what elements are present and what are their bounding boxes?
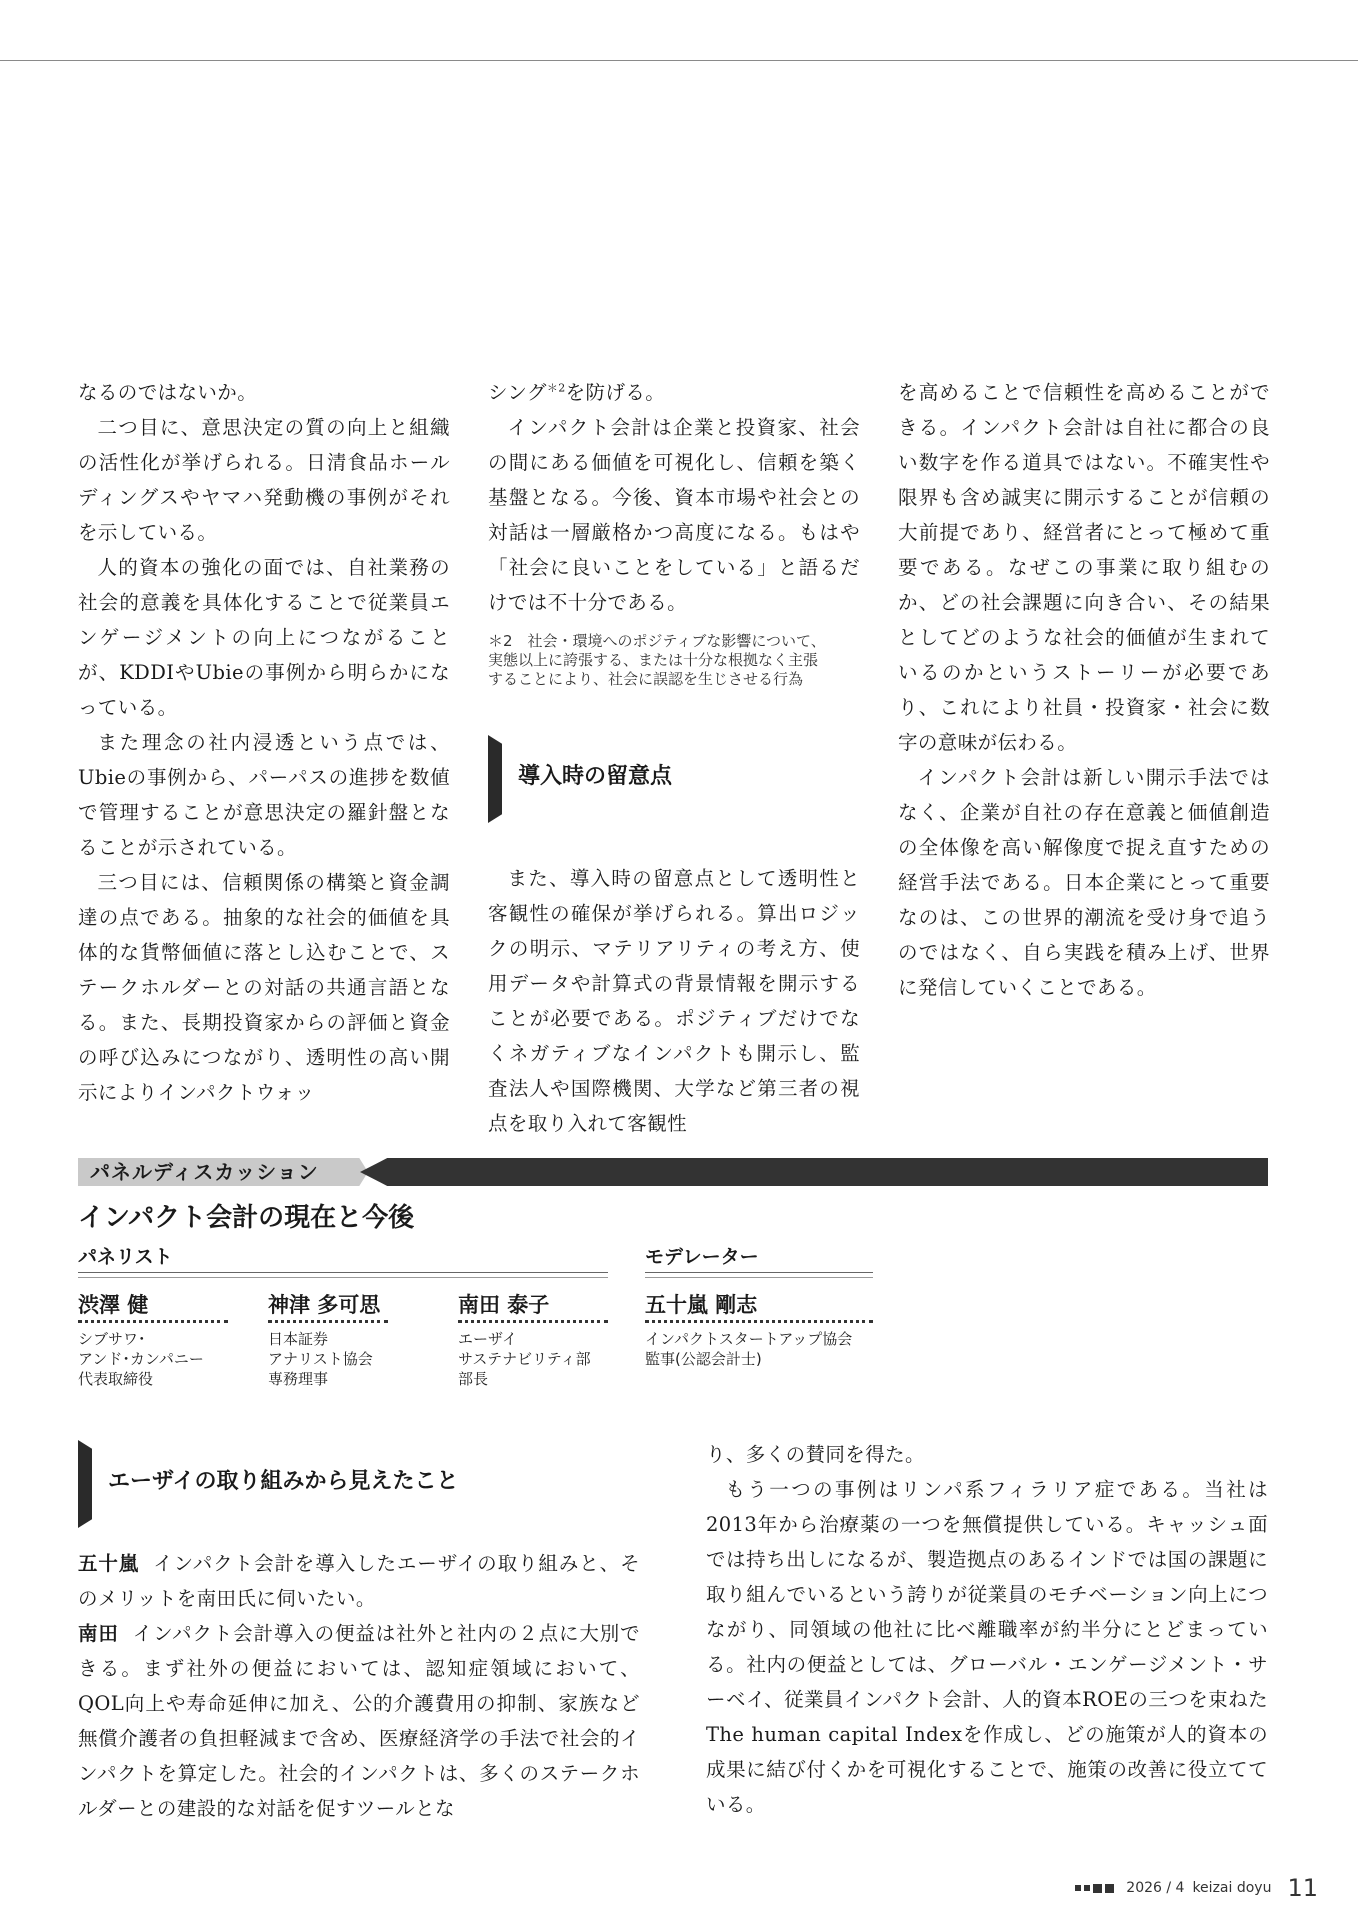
dotted-rule [458, 1320, 608, 1323]
paragraph: また理念の社内浸透という点では、Ubieの事例から、パーパスの進捗を数値で管理することが意思決定の羅針盤となることが示されている。 [78, 731, 450, 859]
page-footer [1075, 1876, 1318, 1900]
dotted-rule [78, 1320, 228, 1323]
page-number: 11 [1287, 1874, 1318, 1902]
person-name: 神津 多可思 [268, 1293, 381, 1317]
aff-line: サステナビリティ部 [458, 1350, 591, 1368]
aff-line: アナリスト協会 [268, 1350, 373, 1368]
heading-bar [78, 1440, 92, 1528]
panel-discussion-band [78, 1158, 1268, 1186]
speaker-name: 南田 [78, 1622, 119, 1645]
footer-square-icon [1075, 1885, 1081, 1891]
paragraph: 人的資本の強化の面では、自社業務の社会的意義を具体化することで従業員エンゲージメントの向上につながることが、KDDIやUbieの事例から明らかになっている。 [78, 556, 450, 719]
band-dark-bar [360, 1158, 1268, 1186]
aff-line: 日本証券 [268, 1330, 329, 1348]
footnote-line: 実態以上に誇張する、または十分な根拠なく主張 [488, 651, 819, 669]
aff-line: エーザイ [458, 1330, 517, 1348]
footnote [488, 632, 860, 689]
person-name: 五十嵐 剛志 [645, 1293, 758, 1317]
discussion-column-right [706, 1437, 1268, 1822]
speech-text: インパクト会計を導入したエーザイの取り組みと、そのメリットを南田氏に伺いたい。 [78, 1552, 640, 1610]
person-affiliation [645, 1329, 873, 1369]
panelist-card [268, 1290, 388, 1389]
panelist-card [458, 1290, 608, 1389]
moderator-label: モデレーター [645, 1246, 759, 1268]
panel-band-label: パネルディスカッション [90, 1160, 319, 1184]
dotted-rule [645, 1320, 873, 1323]
aff-line: シブサワ･ [78, 1330, 146, 1348]
magazine-name: keizai doyu [1192, 1880, 1272, 1896]
footnote-line: ＊2 社会・環境へのポジティブな影響について、 [488, 632, 826, 650]
person-affiliation [268, 1329, 388, 1389]
speech [78, 1616, 640, 1826]
panelists-label: パネリスト [78, 1246, 173, 1268]
speaker-name: 五十嵐 [78, 1552, 140, 1575]
footnote-ref: ＊2 [546, 381, 566, 395]
person-affiliation [78, 1329, 228, 1389]
discussion-column-left [78, 1440, 640, 1826]
moderator-rule [645, 1272, 873, 1278]
person-name: 渋澤 健 [78, 1293, 149, 1317]
section-heading-text: エーザイの取り組みから見えたこと [108, 1469, 459, 1494]
paragraph: 二つ目に、意思決定の質の向上と組織の活性化が挙げられる。日清食品ホールディングスやヤマハ発動機の事例がそれを示している。 [78, 416, 450, 544]
aff-line: 監事(公認会計士) [645, 1350, 762, 1368]
article-column-3 [898, 375, 1270, 1005]
aff-line: 専務理事 [268, 1370, 329, 1388]
text: シング [488, 381, 547, 404]
paragraph: また、導入時の留意点として透明性と客観性の確保が挙げられる。算出ロジックの明示、マテリアリティの考え方、使用データや計算式の背景情報を開示することが必要である。ポジティブだけでなくネガティブなインパクトも開示し、監査法人や国際機関、大学など第三者の視点を取り入れて客観性 [488, 867, 860, 1135]
dotted-rule [268, 1320, 388, 1323]
speech [78, 1546, 640, 1616]
paragraph: インパクト会計は企業と投資家、社会の間にある価値を可視化し、信頼を築く基盤となる。今後、資本市場や社会との対話は一層厳格かつ高度になる。もはや「社会に良いことをしている」と語るだけでは不十分である。 [488, 416, 860, 614]
panelists-rule [78, 1272, 608, 1278]
moderator-header [645, 1242, 873, 1278]
paragraph [488, 375, 860, 410]
paragraph: インパクト会計は新しい開示手法ではなく、企業が自社の存在意義と価値創造の全体像を高い解像度で捉え直すための経営手法である。日本企業にとって重要なのは、この世界的潮流を受け身で追うのではなく、自ら実践を積み上げ、世界に発信していくことである。 [898, 766, 1270, 999]
aff-line: アンド･カンパニー [78, 1350, 204, 1368]
moderator-card [645, 1290, 873, 1369]
paragraph: を高めることで信頼性を高めることができる。インパクト会計は自社に都合の良い数字を作る道具ではない。不確実性や限界も含め誠実に開示することが信頼の大前提であり、経営者にとって極めて重要である。なぜこの事業に取り組むのか、どの社会課題に向き合い、その結果としてどのような社会的価値が生まれているのかというストーリーが必要であり、これにより社員・投資家・社会に数字の意味が伝わる。 [898, 381, 1270, 754]
speech-text: インパクト会計導入の便益は社外と社内の２点に大別できる。まず社外の便益においては、認知症領域において、QOL向上や寿命延伸に加え、公的介護費用の抑制、家族など無償介護者の負担軽減まで含め、医療経済学の手法で社会的インパクトを算定した。社会的インパクトは、多くのステークホルダーとの建設的な対話を促すツールとな [78, 1622, 640, 1820]
article-column-1 [78, 375, 450, 1110]
aff-line: インパクトスタートアップ協会 [645, 1330, 853, 1348]
footnote-line: することにより、社会に誤認を生じさせる行為 [488, 670, 804, 688]
panelists-header [78, 1242, 608, 1278]
aff-line: 代表取締役 [78, 1370, 154, 1388]
section-heading [488, 735, 860, 823]
footer-square-icon [1084, 1885, 1090, 1891]
panel-title: インパクト会計の現在と今後 [78, 1203, 415, 1233]
paragraph: なるのではないか。 [78, 381, 258, 404]
paragraph: もう一つの事例はリンパ系フィラリア症である。当社は2013年から治療薬の一つを無償提供している。キャッシュ面では持ち出しになるが、製造拠点のあるインドでは国の課題に取り組んでいるという誇りが従業員のモチベーション向上につながり、同領域の他社に比べ離職率が約半分にとどまっている。社内の便益としては、グローバル・エンゲージメント・サーベイ、従業員インパクト会計、人的資本ROEの三つを束ねたThe human capital Indexを作成し、どの施策が人的資本の成果に結び付くかを可視化することで、施策の改善に役立てている。 [706, 1478, 1268, 1816]
heading-bar [488, 735, 502, 823]
section-heading-text: 導入時の留意点 [518, 764, 673, 789]
footer-square-icon [1105, 1884, 1114, 1893]
paragraph: り、多くの賛同を得た。 [706, 1443, 925, 1466]
section-heading [78, 1440, 640, 1528]
aff-line: 部長 [458, 1370, 489, 1388]
person-affiliation [458, 1329, 608, 1389]
article-column-2 [488, 375, 860, 1141]
footer-square-icon [1093, 1884, 1102, 1893]
issue-date: 2026 / 4 [1126, 1880, 1185, 1896]
text: を防げる。 [565, 381, 666, 404]
panelist-card [78, 1290, 228, 1389]
top-rule [0, 60, 1358, 61]
paragraph: 三つ目には、信頼関係の構築と資金調達の点である。抽象的な社会的価値を具体的な貨幣価値に落とし込むことで、ステークホルダーとの対話の共通言語となる。また、長期投資家からの評価と資金の呼び込みにつながり、透明性の高い開示によりインパクトウォッ [78, 871, 450, 1104]
person-name: 南田 泰子 [458, 1293, 550, 1317]
